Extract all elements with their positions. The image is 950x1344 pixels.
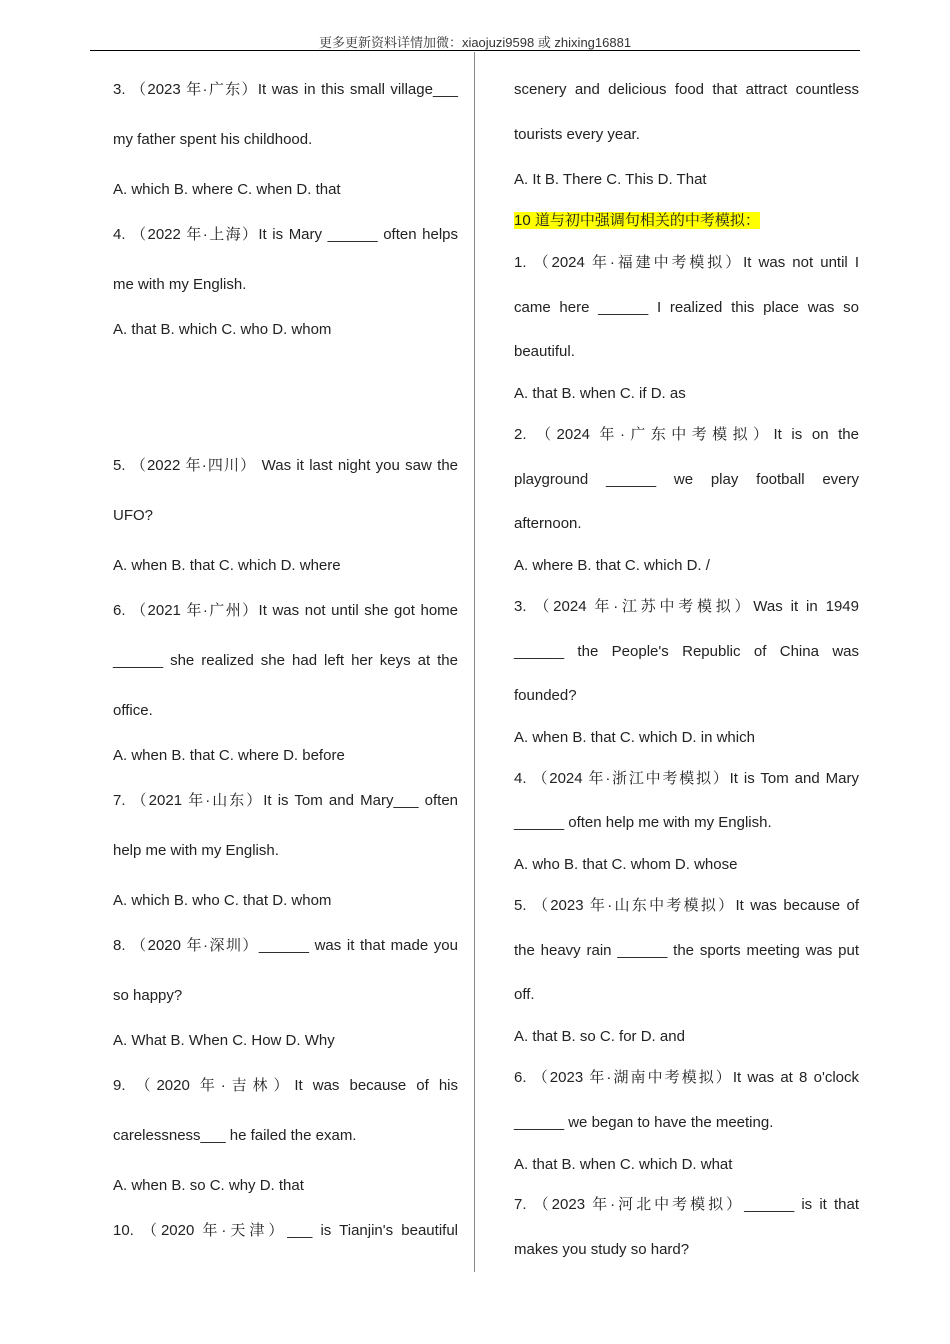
text-line — [514, 1027, 859, 1047]
text-line — [514, 514, 859, 534]
text-line — [514, 298, 859, 318]
line-text: help me with my English. — [113, 842, 279, 859]
line-text: founded? — [514, 687, 577, 704]
text-line — [514, 211, 859, 231]
text-line — [113, 936, 458, 956]
line-text: A. which B. where C. when D. that — [113, 181, 341, 198]
text-line — [514, 125, 859, 145]
text-line — [113, 841, 458, 861]
line-text: ______ we began to have the meeting. — [514, 1114, 774, 1131]
line-text: scenery and delicious food that attract countless — [514, 81, 859, 98]
text-line — [514, 1155, 859, 1175]
text-line — [113, 556, 458, 576]
text-line — [514, 1113, 859, 1133]
text-line — [514, 80, 859, 100]
page-header: 更多更新资料详情加微：xiaojuzi9598 或 zhixing16881 — [318, 35, 632, 50]
column-divider — [474, 52, 475, 1272]
text-line — [113, 1221, 458, 1241]
line-text: 1. （2024 年·福建中考模拟）It was not until I — [514, 254, 859, 271]
line-text: A. where B. that C. which D. / — [514, 557, 710, 574]
line-text: office. — [113, 702, 153, 719]
text-line — [514, 170, 859, 190]
text-line — [514, 728, 859, 748]
text-line — [514, 941, 859, 961]
text-line — [514, 384, 859, 404]
line-text: 2. （2024 年·广东中考模拟）It is on the — [514, 426, 859, 443]
text-line — [514, 597, 859, 617]
text-line — [514, 253, 859, 273]
text-line — [113, 1126, 458, 1146]
text-line — [514, 642, 859, 662]
text-line — [113, 601, 458, 621]
line-text: A. when B. so C. why D. that — [113, 1177, 304, 1194]
text-line — [113, 80, 458, 100]
line-text: 10. （2020 年·天津）___ is Tianjin's beautiful — [113, 1222, 458, 1239]
text-line — [113, 275, 458, 295]
text-line — [514, 470, 859, 490]
line-text: 5. （2023 年·山东中考模拟）It was because of — [514, 897, 859, 914]
line-text: A. when B. that C. where D. before — [113, 747, 345, 764]
line-text: off. — [514, 986, 535, 1003]
line-text: ______ the People's Republic of China was — [514, 643, 859, 660]
line-text: 6. （2021 年·广州）It was not until she got home — [113, 602, 458, 619]
line-text: came here ______ I realized this place was so — [514, 299, 859, 316]
line-text: A. It B. There C. This D. That — [514, 171, 707, 188]
line-text: 3. （2023 年·广东）It was in this small village___ — [113, 81, 458, 98]
text-line — [113, 1031, 458, 1051]
text-line — [514, 813, 859, 833]
line-text: carelessness___ he failed the exam. — [113, 1127, 357, 1144]
line-text: afternoon. — [514, 515, 582, 532]
text-line — [113, 746, 458, 766]
text-line — [113, 456, 458, 476]
text-line — [113, 1076, 458, 1096]
line-text: A. What B. When C. How D. Why — [113, 1032, 335, 1049]
line-text: 4. （2024 年·浙江中考模拟）It is Tom and Mary — [514, 770, 859, 787]
text-line — [514, 855, 859, 875]
line-text: A. which B. who C. that D. whom — [113, 892, 332, 909]
text-line — [514, 1195, 859, 1215]
text-line — [113, 130, 458, 150]
text-line — [113, 651, 458, 671]
line-text: tourists every year. — [514, 126, 640, 143]
text-line — [113, 320, 458, 340]
line-text: 8. （2020 年·深圳）______ was it that made you — [113, 937, 458, 954]
text-line — [113, 1176, 458, 1196]
text-line — [113, 180, 458, 200]
line-text: 3. （2024 年·江苏中考模拟）Was it in 1949 — [514, 598, 859, 615]
line-text: me with my English. — [113, 276, 247, 293]
line-text: so happy? — [113, 987, 183, 1004]
line-text: A. that B. when C. which D. what — [514, 1156, 733, 1173]
highlighted-heading: 10 道与初中强调句相关的中考模拟： — [514, 212, 760, 229]
line-text: ______ she realized she had left her keys at the — [113, 652, 458, 669]
line-text: A. that B. when C. if D. as — [514, 385, 686, 402]
text-line — [113, 891, 458, 911]
text-line — [113, 986, 458, 1006]
text-line — [514, 1240, 859, 1260]
text-line — [514, 1068, 859, 1088]
text-line — [514, 769, 859, 789]
line-text: A. when B. that C. which D. in which — [514, 729, 755, 746]
line-text: makes you study so hard? — [514, 1241, 690, 1258]
line-text: the heavy rain ______ the sports meeting was put — [514, 942, 859, 959]
line-text: A. that B. which C. who D. whom — [113, 321, 332, 338]
line-text: UFO? — [113, 507, 154, 524]
text-line — [514, 985, 859, 1005]
line-text: 4. （2022 年·上海）It is Mary ______ often helps — [113, 226, 458, 243]
text-line — [514, 556, 859, 576]
text-line — [113, 791, 458, 811]
line-text: A. that B. so C. for D. and — [514, 1028, 685, 1045]
line-text: 7. （2023 年·河北中考模拟）______ is it that — [514, 1196, 859, 1213]
line-text: ______ often help me with my English. — [514, 814, 772, 831]
line-text: A. when B. that C. which D. where — [113, 557, 341, 574]
text-line — [514, 896, 859, 916]
text-line — [113, 506, 458, 526]
text-line — [514, 686, 859, 706]
line-text: 6. （2023 年·湖南中考模拟）It was at 8 o'clock — [514, 1069, 859, 1086]
text-line — [113, 225, 458, 245]
line-text: my father spent his childhood. — [113, 131, 313, 148]
text-line — [514, 425, 859, 445]
line-text: beautiful. — [514, 343, 575, 360]
line-text: 9. （2020 年·吉林）It was because of his — [113, 1077, 458, 1094]
text-line — [113, 701, 458, 721]
text-line — [514, 342, 859, 362]
line-text: 5. （2022 年·四川） Was it last night you saw the — [113, 457, 458, 474]
line-text: playground ______ we play football every — [514, 471, 859, 488]
line-text: A. who B. that C. whom D. whose — [514, 856, 738, 873]
header-rule — [90, 50, 860, 51]
line-text: 7. （2021 年·山东）It is Tom and Mary___ often — [113, 792, 458, 809]
